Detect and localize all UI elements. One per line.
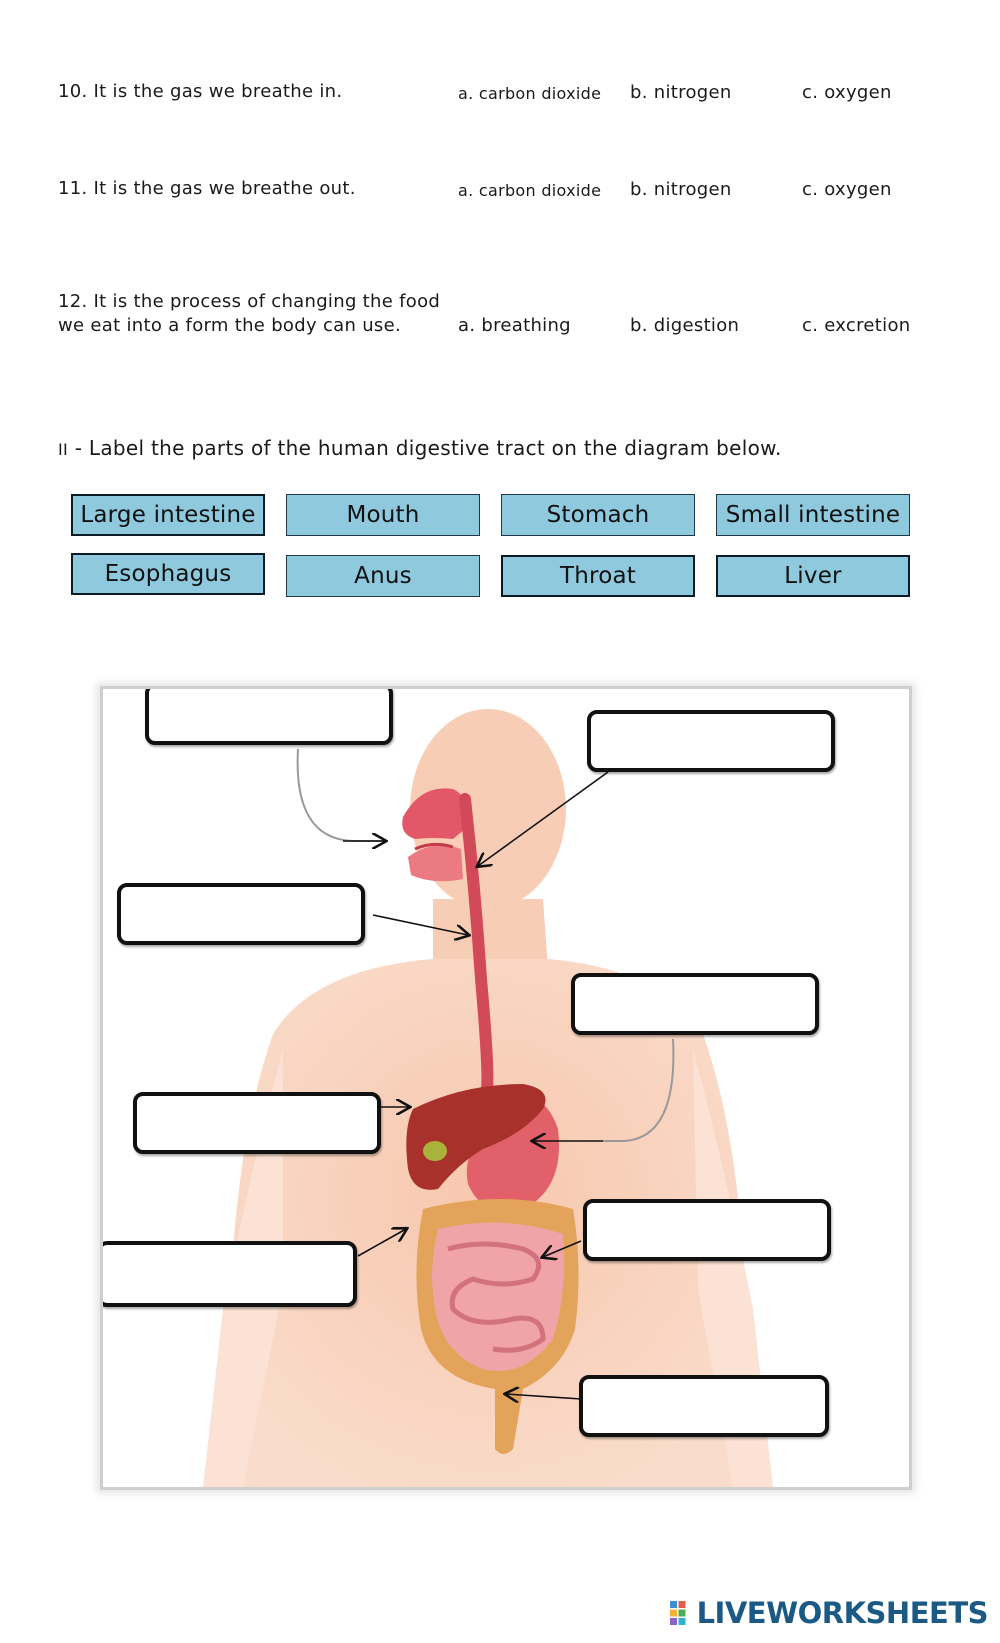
- drop-box-4[interactable]: [571, 973, 819, 1035]
- digestive-diagram: [100, 686, 912, 1490]
- section-numeral: II: [58, 440, 69, 459]
- question-text-line1: 12. It is the process of changing the food: [58, 291, 441, 312]
- drop-box-3[interactable]: [117, 883, 365, 945]
- option-c[interactable]: c. oxygen: [802, 82, 892, 103]
- drop-box-5[interactable]: [133, 1092, 381, 1154]
- chip-esophagus[interactable]: Esophagus: [71, 553, 265, 595]
- chip-mouth[interactable]: Mouth: [286, 494, 480, 536]
- logo-text: LIVEWORKSHEETS: [696, 1596, 988, 1630]
- option-c[interactable]: c. oxygen: [802, 179, 892, 200]
- option-b[interactable]: b. nitrogen: [630, 179, 732, 200]
- chip-throat[interactable]: Throat: [501, 555, 695, 597]
- chip-anus[interactable]: Anus: [286, 555, 480, 597]
- option-a[interactable]: a. carbon dioxide: [458, 84, 602, 103]
- chip-large-intestine[interactable]: Large intestine: [71, 494, 265, 536]
- drop-box-1[interactable]: [145, 686, 393, 745]
- chip-liver[interactable]: Liver: [716, 555, 910, 597]
- liveworksheets-logo: [669, 1596, 988, 1630]
- question-text: 11. It is the gas we breathe out.: [58, 178, 356, 199]
- drop-box-8[interactable]: [579, 1375, 829, 1437]
- digestive-system-illustration: [103, 689, 909, 1487]
- drop-box-2[interactable]: [587, 710, 835, 772]
- chip-small-intestine[interactable]: Small intestine: [716, 494, 910, 536]
- option-c[interactable]: c. excretion: [802, 315, 911, 336]
- option-a[interactable]: a. carbon dioxide: [458, 181, 602, 200]
- question-text-line2: we eat into a form the body can use.: [58, 315, 401, 336]
- logo-grid-icon: [669, 1600, 695, 1626]
- question-text: 10. It is the gas we breathe in.: [58, 81, 343, 102]
- drop-box-6[interactable]: [583, 1199, 831, 1261]
- chip-stomach[interactable]: Stomach: [501, 494, 695, 536]
- section-heading: [58, 436, 782, 460]
- section-text: - Label the parts of the human digestive tract on the diagram below.: [68, 436, 782, 460]
- option-b[interactable]: b. digestion: [630, 315, 740, 336]
- option-b[interactable]: b. nitrogen: [630, 82, 732, 103]
- option-a[interactable]: a. breathing: [458, 315, 571, 336]
- drop-box-7[interactable]: [100, 1241, 357, 1307]
- gallbladder-illustration: [423, 1141, 447, 1161]
